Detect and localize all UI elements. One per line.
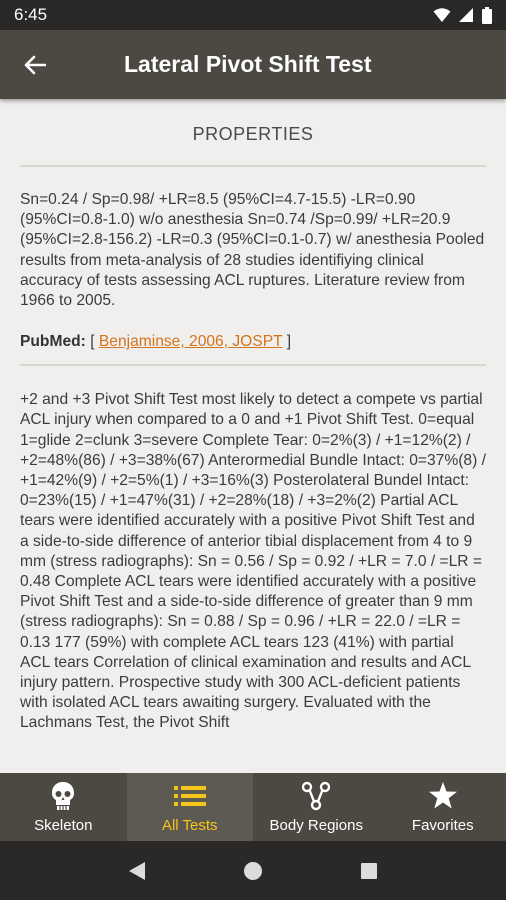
pubmed-link[interactable]: Benjaminse, 2006, JOSPT: [98, 333, 283, 351]
pubmed-bracket-open: [: [90, 333, 95, 351]
nav-label: Favorites: [411, 816, 474, 834]
nodes-icon: [301, 781, 331, 811]
signal-icon: [459, 7, 474, 23]
divider: [20, 364, 486, 366]
properties-paragraph: Sn=0.24 / Sp=0.98/ +LR=8.5 (95%CI=4.7-15.5) -LR=0.90 (95%CI=0.8-1.0) w/o anesthesia Sn=0.74 /Sp=0.99/ +LR=20.9 (95%CI=2.8-156.2) -LR=0.3 (95%CI=0.1-0.7) w/ anesthesia Pooled results from meta-analysis of 28 studies identifiying clinical accuracy of tests assessing ACL ruptures. Literature review from 1966 to 2005.: [20, 191, 485, 310]
status-bar: [0, 0, 506, 30]
home-circle-icon[interactable]: [243, 861, 263, 881]
system-nav-bar: [0, 841, 506, 900]
bottom-nav: [0, 773, 506, 841]
app-bar: [0, 30, 506, 99]
status-time: 6:45: [14, 5, 48, 24]
star-icon: [428, 781, 458, 810]
pubmed-label: PubMed:: [20, 333, 86, 351]
back-triangle-icon[interactable]: [128, 861, 146, 881]
content-scroll[interactable]: [0, 99, 506, 773]
arrow-left-icon: [24, 55, 46, 75]
nav-item-all-tests[interactable]: [127, 773, 254, 841]
details-paragraph: +2 and +3 Pivot Shift Test most likely to detect a compete vs partial ACL injury when compared to a 0 and +1 Pivot Shift Test. 0=equal 1=glide 2=clunk 3=severe Complete Tear: 0=2%(3) / +1=12%(2) / +2=48%(86) / +3=38%(67) Anterormedial Bundle Intact: 0=37%(8) / +1=42%(9) / +2=5%(1) / +3=16%(3) Posterolateral Bundel Intact: 0=23%(15) / +1=47%(31) / +2=28%(18) / +3=2%(2) Partial ACL tears were identified accurately with a positive Pivot Shift Test and a side-to-side difference of anterior tibial displacement from 4 to 9 mm (stress radiographs): Sn = 0.56 / Sp = 0.92 / +LR = 7.0 / =LR = 0.48 Complete ACL tears were identified accurately with a positive Pivot Shift Test and a side-to-side difference of greater than 9 mm (stress radiographs): Sn = 0.88 / Sp = 0.96 / +LR = 22.0 / =LR = 0.13 177 (59%) with complete ACL tears 123 (41%) with partial ACL tears Correlation of clinical examination and results and ACL injury pattern. Prospective study with 300 ACL-deficient patients with isolated ACL tears awaiting surgery. Evaluated with the Lachmans Test, the Pivot Shift: [20, 391, 486, 732]
pubmed-row: [20, 333, 486, 351]
nav-label: All Tests: [161, 816, 218, 834]
pubmed-bracket-close: ]: [286, 333, 292, 351]
recents-square-icon[interactable]: [360, 862, 378, 880]
wifi-icon: [433, 7, 451, 23]
status-icons: [433, 7, 492, 24]
nav-item-skeleton[interactable]: [0, 773, 127, 841]
nav-item-favorites[interactable]: [380, 773, 506, 841]
section-title: PROPERTIES: [192, 124, 314, 144]
battery-icon: [482, 7, 492, 24]
nav-label: Body Regions: [269, 816, 363, 834]
back-button[interactable]: [0, 30, 70, 99]
skull-icon: [51, 781, 75, 811]
divider: [20, 165, 486, 167]
nav-label: Skeleton: [34, 816, 93, 834]
list-icon: [174, 785, 206, 807]
page-title: Lateral Pivot Shift Test: [124, 51, 372, 77]
nav-item-body-regions[interactable]: [253, 773, 380, 841]
